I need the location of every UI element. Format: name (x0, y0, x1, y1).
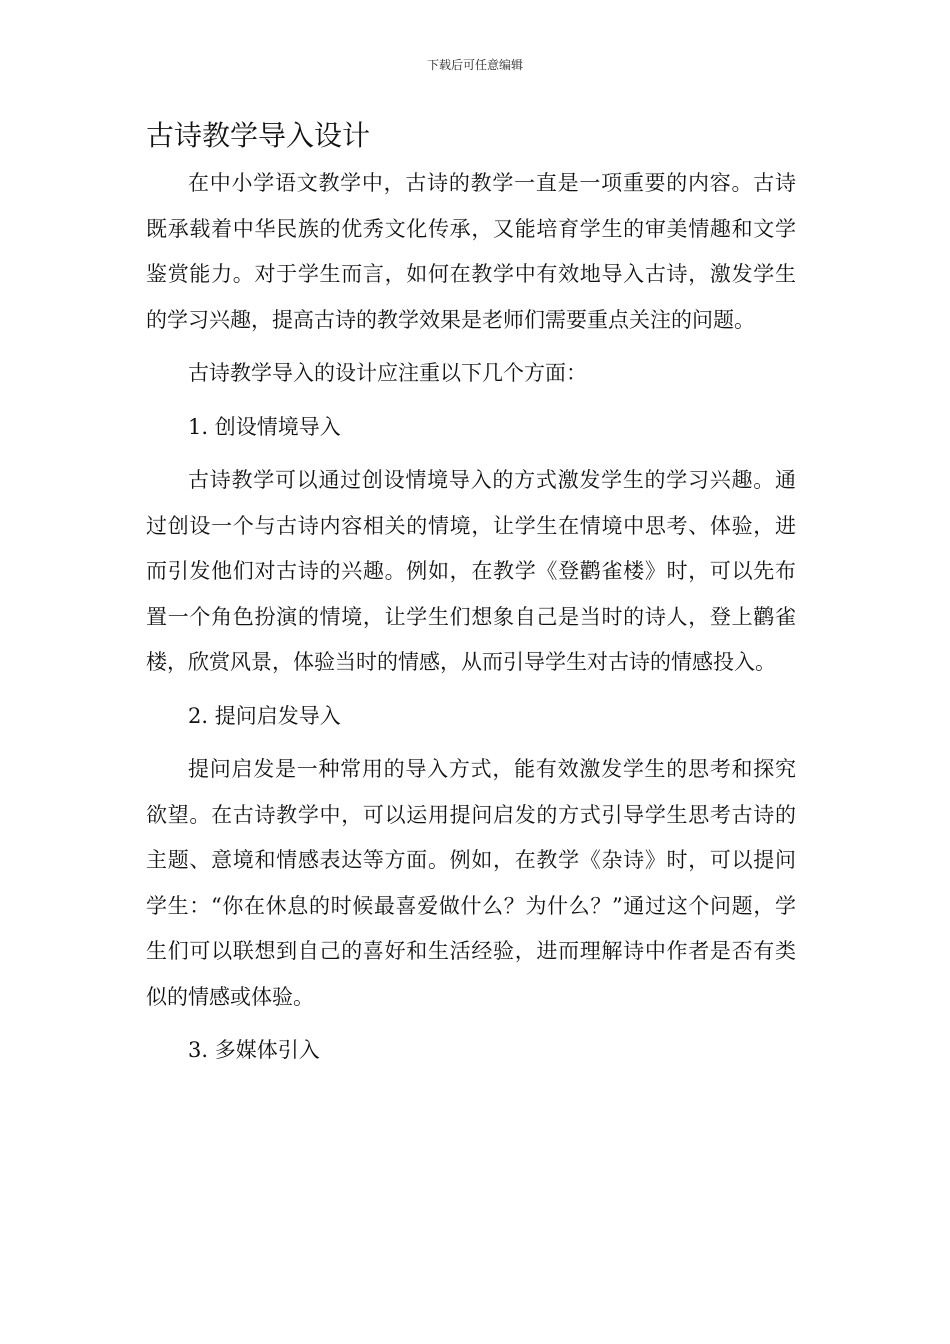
page-header: 下载后可任意编辑 (426, 58, 523, 72)
section-heading-3: 3. 多媒体引入 (188, 1038, 320, 1062)
intro-paragraph: 在中小学语文教学中，古诗的教学一直是一项重要的内容。古诗既承载着中华民族的优秀文化传承，又能培育学生的审美情趣和文学鉴赏能力。对于学生而言，如何在教学中有效地导入古诗，激发学生的学习兴趣，提高古诗的教学效果是老师们需要重点关注的问题。 (146, 171, 796, 332)
overview-paragraph: 古诗教学导入的设计应注重以下几个方面： (188, 361, 587, 385)
section-paragraph-1: 古诗教学可以通过创设情境导入的方式激发学生的学习兴趣。通过创设一个与古诗内容相关的情境，让学生在情境中思考、体验，进而引发他们对古诗的兴趣。例如，在教学《登鹳雀楼》时，可以先布置一个角色扮演的情境，让学生们想象自己是当时的诗人，登上鹳雀楼，欣赏风景，体验当时的情感，从而引导学生对古诗的情感投入。 (146, 468, 796, 674)
section-paragraph-2: 提问启发是一种常用的导入方式，能有效激发学生的思考和探究欲望。在古诗教学中，可以运用提问启发的方式引导学生思考古诗的主题、意境和情感表达等方面。例如，在教学《杂诗》时，可以提问学生：“你在休息的时候最喜爱做什么？为什么？”通过这个问题，学生们可以联想到自己的喜好和生活经验，进而理解诗中作者是否有类似的情感或体验。 (146, 757, 796, 1009)
section-heading-2: 2. 提问启发导入 (188, 703, 341, 728)
section-heading-1: 1. 创设情境导入 (188, 414, 341, 439)
document-title: 古诗教学导入设计 (146, 119, 371, 152)
document-body (146, 161, 796, 1082)
